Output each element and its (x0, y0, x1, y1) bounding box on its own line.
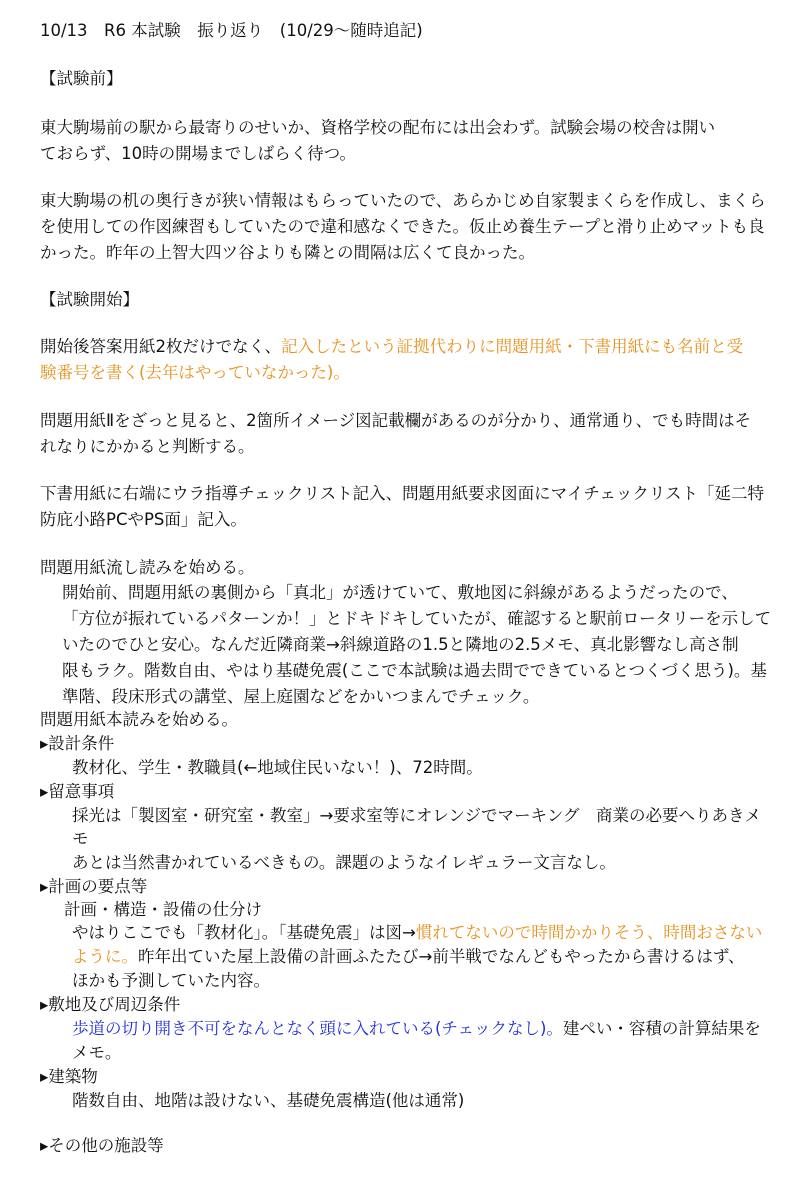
paragraph-line: 限もラク。階数自由、やはり基礎免震(ここで本試験は過去問でできているとつくづく思う)。基 (62, 661, 767, 680)
paragraph-line: 教材化、学生・教職員(←地域住民いない！)、72時間。 (72, 758, 483, 777)
paragraph-line: いたのでひと安心。なんだ近隣商業→斜線道路の1.5と隣地の2.5メモ、真北影響なし高さ制 (62, 635, 739, 654)
paragraph-line: 「方位が振れているパターンか！」とドキドキしていたが、確認すると駅前ロータリーを示して (62, 609, 772, 628)
subsection-heading: ▸その他の施設等 (40, 1136, 164, 1155)
paragraph-heading: 問題用紙本読みを始める。 (40, 710, 238, 729)
highlight-orange-text: ように。 (72, 947, 138, 966)
subsection-heading: ▸建築物 (40, 1067, 98, 1086)
paragraph-line: れなりにかかると判断する。 (40, 437, 255, 456)
subsection-heading: ▸敷地及び周辺条件 (40, 995, 181, 1014)
paragraph-line: を使用しての作図練習もしていたので違和感なくできた。仮止め養生テープと滑り止めマットも良 (40, 217, 765, 236)
section-heading-exam-start: 【試験開始】 (40, 290, 139, 309)
subsection-heading: ▸計画の要点等 (40, 877, 148, 896)
highlight-orange-text: 記入したという証拠代わりに問題用紙・下書用紙にも名前と受 (281, 337, 744, 356)
paragraph-line: メモ。 (72, 1043, 122, 1062)
paragraph-line: あとは当然書かれているべきもの。課題のようなイレギュラー文言なし。 (72, 853, 616, 872)
paragraph-line: 準階、段床形式の講堂、屋上庭園などをかいつまんでチェック。 (62, 687, 540, 706)
paragraph-line: 階数自由、地階は設けない、基礎免震構造(他は通常) (72, 1091, 465, 1110)
document-title: 10/13 R6 本試験 振り返り (10/29～随時追記) (40, 21, 423, 40)
paragraph-line: 下書用紙に右端にウラ指導チェックリスト記入、問題用紙要求図面にマイチェックリスト「延二特 (40, 484, 765, 503)
subsection-heading: ▸留意事項 (40, 782, 115, 801)
paragraph-line (40, 334, 743, 360)
plain-text: 開始後答案用紙2枚だけでなく、 (40, 337, 282, 356)
paragraph-line: 開始前、問題用紙の裏側から「真北」が透けていて、敷地図に斜線があるようだったので、 (62, 583, 738, 602)
plain-text: やはりここでも「教材化」。「基礎免震」は図→ (72, 923, 416, 942)
paragraph-line: かった。昨年の上智大四ツ谷よりも隣との間隔は広くて良かった。 (40, 243, 535, 262)
paragraph-line: 東大駒場の机の奥行きが狭い情報はもらっていたので、あらかじめ自家製まくらを作成し、まくら (40, 191, 766, 210)
paragraph-line: ておらず、10時の開場までしばらく待つ。 (40, 144, 357, 163)
highlight-blue-text: 歩道の切り開き不可をなんとなく頭に入れている(チェックなし)。 (72, 1019, 563, 1038)
paragraph-heading: 問題用紙流し読みを始める。 (40, 558, 255, 577)
paragraph-line: 防庇小路PCやPS面」記入。 (40, 510, 247, 529)
plain-text: 建ぺい・容積の計算結果を (562, 1019, 761, 1038)
paragraph-line (72, 944, 745, 970)
paragraph-line: 東大駒場前の駅から最寄りのせいか、資格学校の配布には出会わず。試験会場の校舎は開い (40, 118, 716, 137)
paragraph-line: 問題用紙Ⅱをざっと見ると、2箇所イメージ図記載欄があるのが分かり、通常通り、でも時間はそ (40, 411, 752, 430)
highlight-orange-text: 験番号を書く(去年はやっていなかった)。 (40, 363, 350, 382)
section-heading-before-exam: 【試験前】 (40, 69, 123, 88)
paragraph-line: モ (72, 829, 89, 848)
paragraph-line: 採光は「製図室・研究室・教室」→要求室等にオレンジでマーキング 商業の必要へりあきメ (72, 806, 762, 825)
plain-text: 昨年出ていた屋上設備の計画ふたたび→前半戦でなんどもやったから書けるはず、 (138, 947, 745, 966)
paragraph-line (72, 920, 762, 946)
subsection-heading: ▸設計条件 (40, 734, 115, 753)
paragraph-line (72, 1016, 761, 1042)
paragraph-line: ほかも予測していた内容。 (72, 971, 270, 990)
highlight-orange-text: 慣れてないので時間かかりそう、時間おさない (415, 923, 763, 942)
sub-heading: 計画・構造・設備の仕分け (64, 900, 262, 919)
